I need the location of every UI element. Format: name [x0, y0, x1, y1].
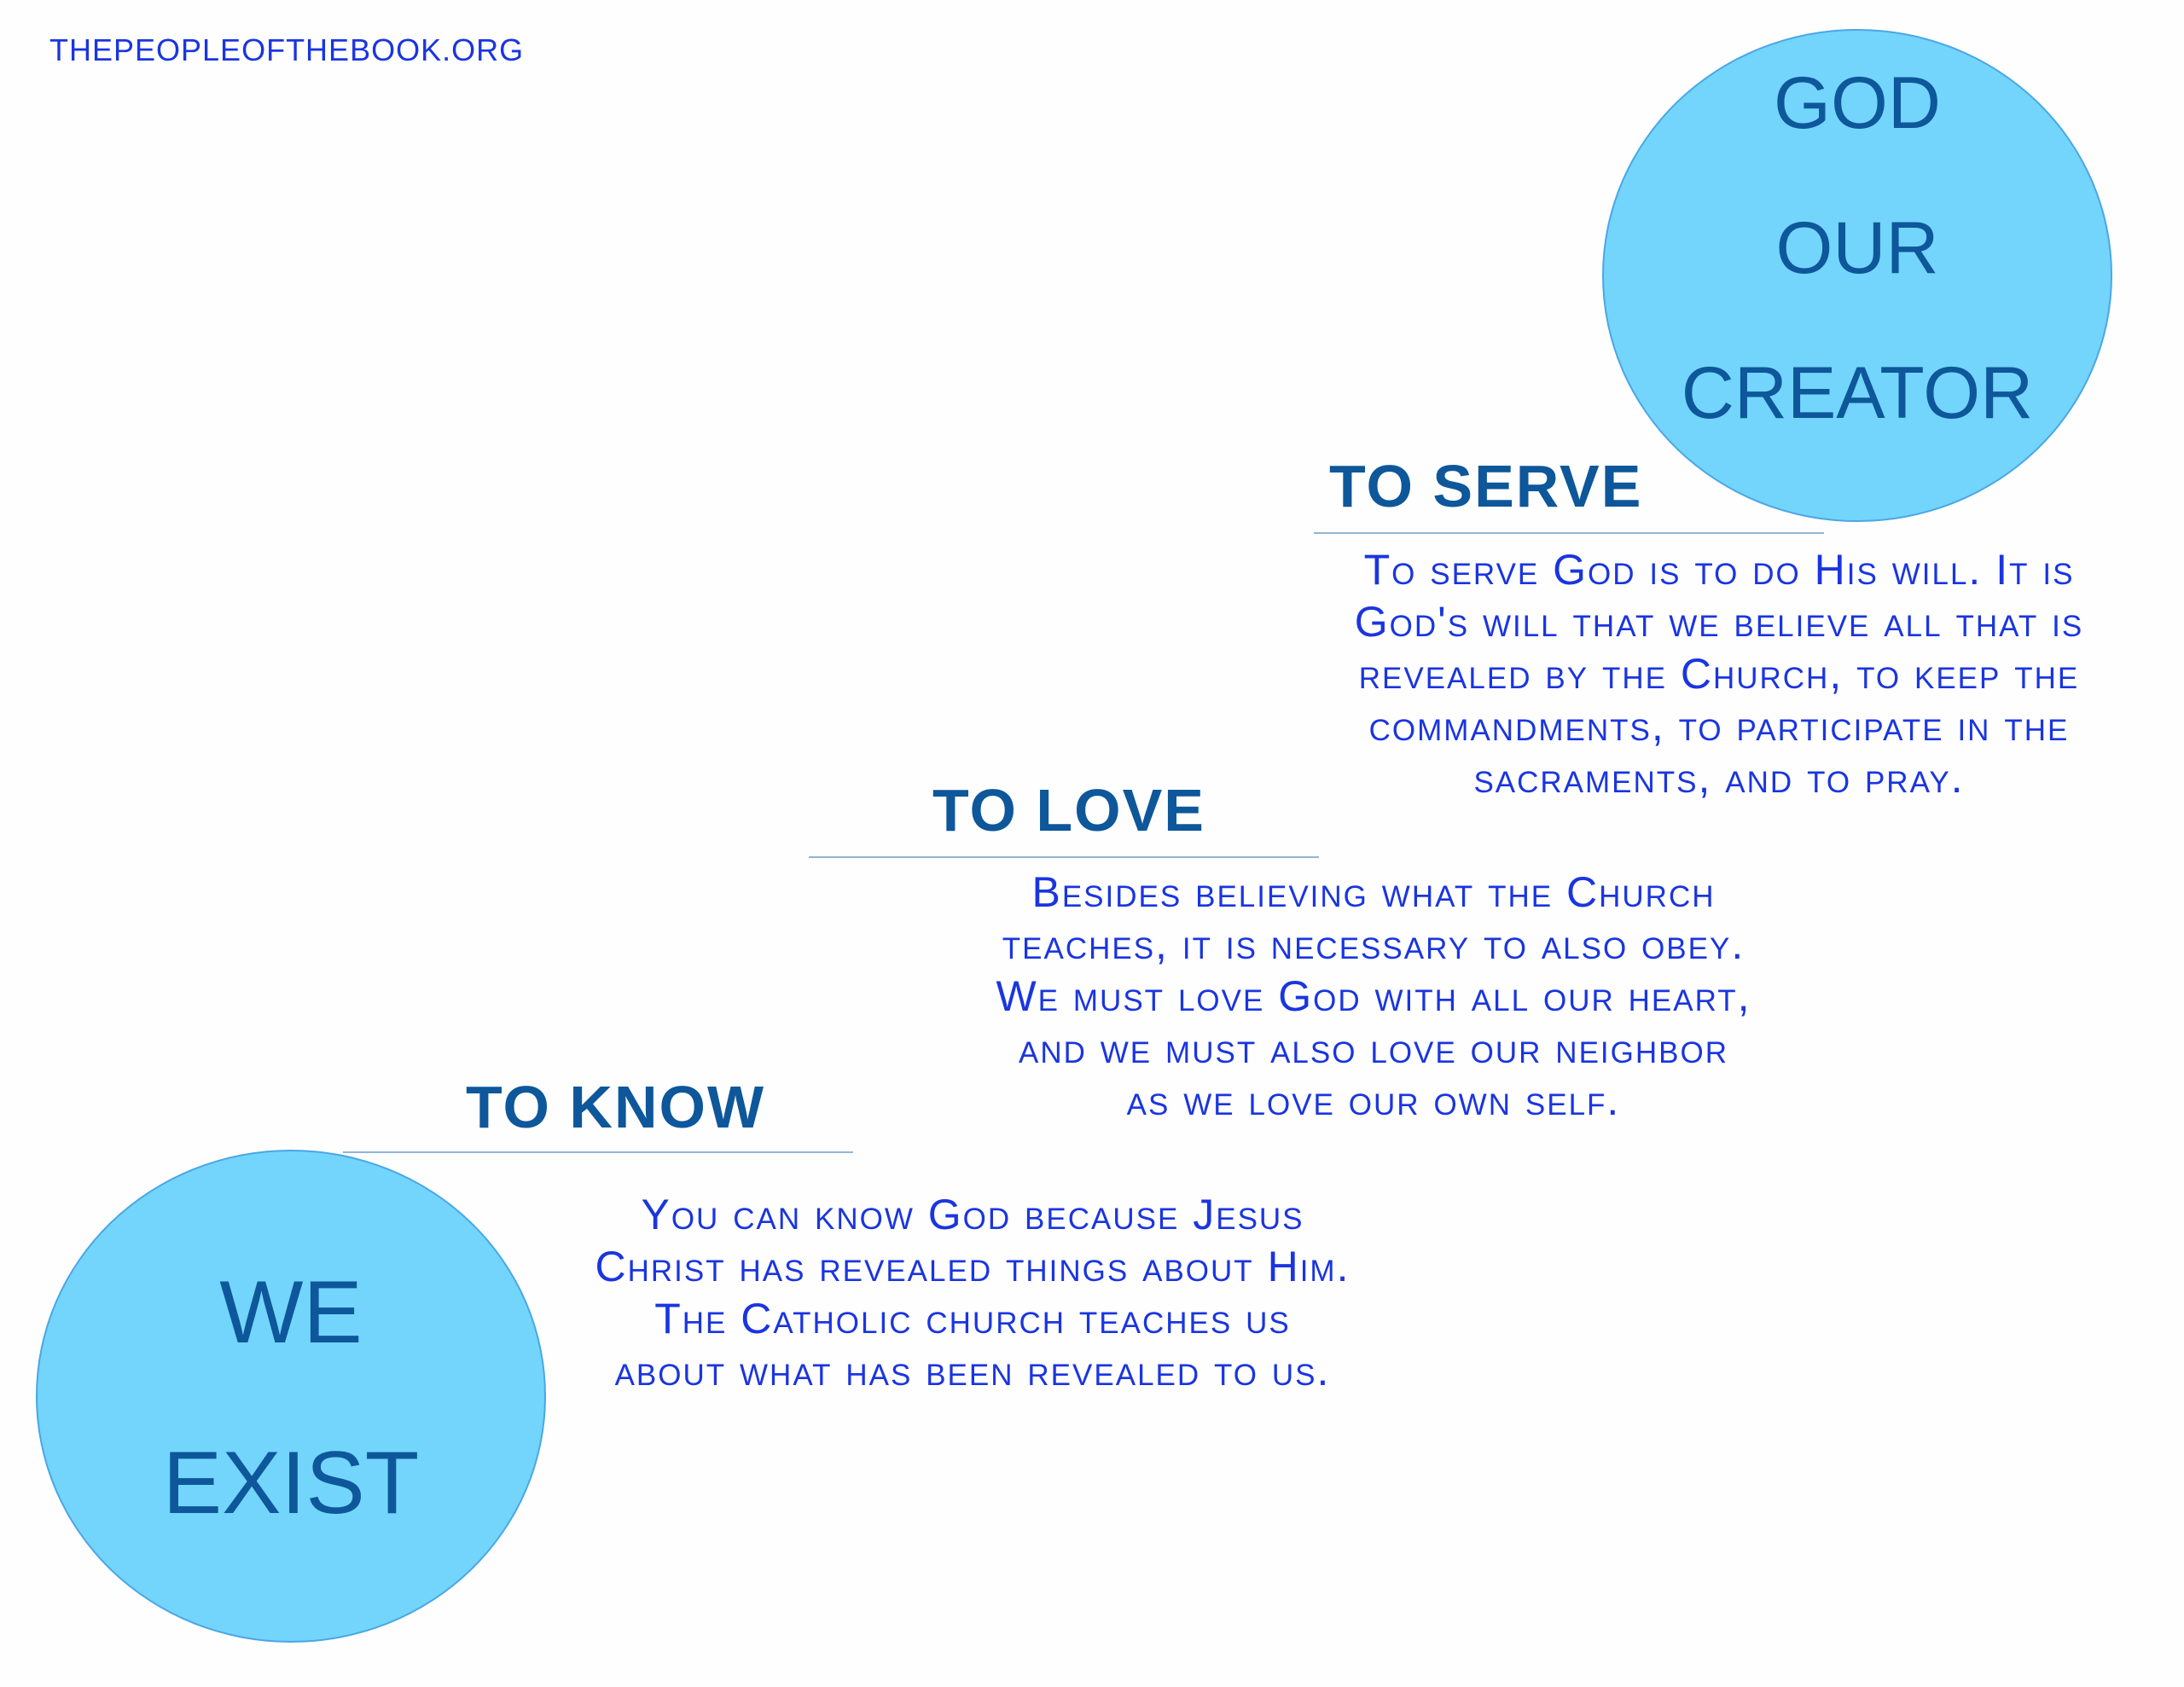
- text-line: and we must also love our neighbor: [1018, 1024, 1728, 1072]
- love-divider: [809, 856, 1319, 858]
- circle-word: OUR: [1775, 207, 1939, 289]
- text-line: To serve God is to do His will. It is: [1363, 546, 2075, 594]
- we-exist-circle: [36, 1150, 546, 1643]
- text-line: sacraments, and to pray.: [1473, 754, 1965, 802]
- serve-heading: TO SERVE: [1329, 453, 1643, 519]
- know-text: [529, 1189, 1416, 1397]
- text-line: about what has been revealed to us.: [614, 1347, 1331, 1394]
- know-heading: TO KNOW: [466, 1074, 766, 1140]
- circle-word: GOD: [1774, 62, 1941, 144]
- site-url[interactable]: THEPEOPLEOFTHEBOOK.ORG: [49, 32, 525, 67]
- know-divider: [343, 1151, 853, 1153]
- circle-word: EXIST: [162, 1434, 420, 1533]
- text-line: God's will that we believe all that is: [1354, 598, 2084, 646]
- text-line: commandments, to participate in the: [1368, 702, 2070, 750]
- circle-word: WE: [219, 1263, 363, 1362]
- text-line: You can know God because Jesus: [641, 1191, 1304, 1238]
- text-line: revealed by the Church, to keep the: [1358, 650, 2080, 698]
- text-line: Besides believing what the Church: [1031, 868, 1716, 916]
- serve-divider: [1314, 532, 1824, 534]
- text-line: Christ has revealed things about Him.: [595, 1243, 1350, 1290]
- text-line: The Catholic church teaches us: [654, 1295, 1291, 1342]
- serve-text: [1322, 544, 2116, 804]
- love-text: [930, 867, 1817, 1127]
- god-our-creator-circle: [1602, 29, 2112, 522]
- text-line: teaches, it is necessary to also obey.: [1002, 920, 1745, 968]
- circle-word: CREATOR: [1681, 352, 2034, 434]
- love-heading: TO LOVE: [932, 777, 1205, 844]
- text-line: as we love our own self.: [1126, 1076, 1621, 1124]
- text-line: We must love God with all our heart,: [996, 972, 1751, 1020]
